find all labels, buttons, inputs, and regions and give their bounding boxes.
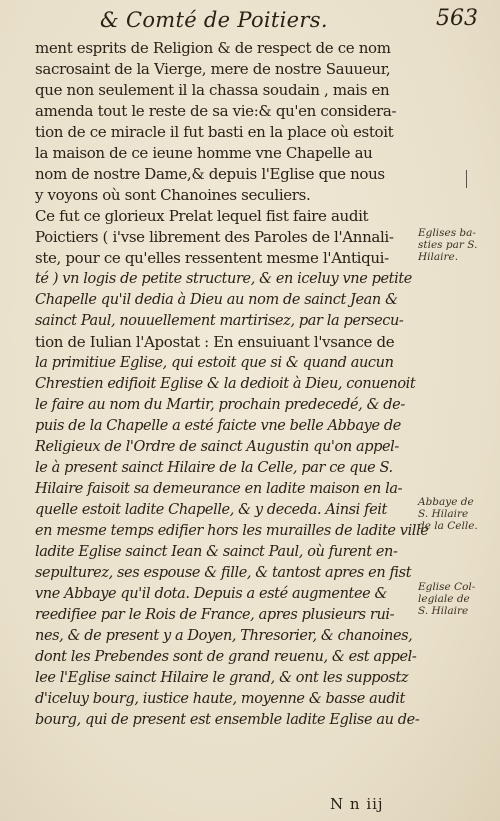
margin-note-line: Eglises ba-	[418, 227, 476, 239]
text-line: Chrestien edifioit Eglise & la dedioit à Dieu, conuenoit	[35, 376, 416, 392]
text-line: que non seulement il la chassa soudain , mais en	[35, 81, 390, 99]
margin-tick-mark	[466, 170, 467, 188]
text-line: y voyons où sont Chanoines seculiers.	[35, 186, 311, 204]
text-line: quelle estoit ladite Chapelle, & y deceda. Ainsi feit	[35, 502, 387, 518]
margin-note-line: S. Hilaire	[418, 605, 469, 617]
text-line: sepulturez, ses espouse & fille, & tantost apres en fist	[35, 565, 412, 581]
text-line: Poictiers ( i'vse librement des Paroles de l'Annali-	[35, 228, 394, 246]
text-line: ment esprits de Religion & de respect de ce nom	[35, 39, 391, 57]
text-line: ladite Eglise sainct Iean & sainct Paul, où furent en-	[35, 544, 398, 560]
text-line: Chapelle qu'il dedia à Dieu au nom de sainct Jean &	[35, 292, 398, 308]
text-line: ste, pour ce qu'elles ressentent mesme l'Antiqui-	[35, 249, 389, 267]
text-line: nes, & de present y a Doyen, Thresorier, & chanoines,	[35, 628, 413, 644]
margin-note-line: legiale de	[418, 593, 470, 605]
text-line: bourg, qui de present est ensemble ladite Eglise au de-	[35, 712, 420, 728]
text-line: nom de nostre Dame,& depuis l'Eglise que nous	[35, 165, 385, 183]
text-line: en mesme temps edifier hors les murailles de ladite ville	[35, 523, 429, 539]
text-line: té ) vn logis de petite structure, & en iceluy vne petite	[35, 271, 412, 287]
text-line: d'iceluy bourg, iustice haute, moyenne & basse audit	[35, 691, 405, 707]
text-line: le faire au nom du Martir, prochain predecedé, & de-	[35, 397, 405, 413]
text-line: la primitiue Eglise, qui estoit que si & quand aucun	[35, 355, 394, 371]
text-line: amenda tout le reste de sa vie:& qu'en considera-	[35, 102, 397, 120]
text-line: reedifiee par le Rois de France, apres plusieurs rui-	[35, 607, 395, 623]
text-line: dont les Prebendes sont de grand reuenu, & est appel-	[35, 649, 417, 665]
running-header	[100, 6, 480, 36]
page-number: 563	[436, 6, 478, 31]
margin-note-line: Abbaye de	[418, 496, 474, 508]
text-line: sacrosaint de la Vierge, mere de nostre Sauueur,	[35, 60, 391, 78]
margin-note-line: Hilaire.	[418, 251, 459, 263]
text-line: le à present sainct Hilaire de la Celle, par ce que S.	[35, 460, 393, 476]
margin-note-line: Eglise Col-	[418, 581, 476, 593]
margin-note-line: de la Celle.	[418, 520, 478, 532]
text-line: lee l'Eglise sainct Hilaire le grand, & ont les suppostz	[35, 670, 409, 686]
text-line: Ce fut ce glorieux Prelat lequel fist faire audit	[35, 207, 369, 225]
text-line: la maison de ce ieune homme vne Chapelle au	[35, 144, 373, 162]
signature-mark: N n iij	[330, 795, 384, 813]
margin-note-line: S. Hilaire	[418, 508, 469, 520]
text-line: Religieux de l'Ordre de sainct Augustin qu'on appel-	[35, 439, 399, 455]
text-line: puis de la Chapelle a esté faicte vne belle Abbaye de	[35, 418, 401, 434]
text-line: vne Abbaye qu'il dota. Depuis a esté augmentee &	[35, 586, 388, 602]
header-title: & Comté de Poitiers.	[100, 8, 328, 32]
text-line: Hilaire faisoit sa demeurance en ladite maison en la-	[35, 481, 403, 497]
margin-note-line: sties par S.	[418, 239, 478, 251]
text-line: sainct Paul, nouuellement martirisez, par la persecu-	[35, 313, 404, 329]
text-line: tion de Iulian l'Apostat : En ensuiuant l'vsance de	[35, 333, 395, 351]
body-text	[35, 38, 433, 731]
text-line: tion de ce miracle il fut basti en la place où estoit	[35, 123, 394, 141]
